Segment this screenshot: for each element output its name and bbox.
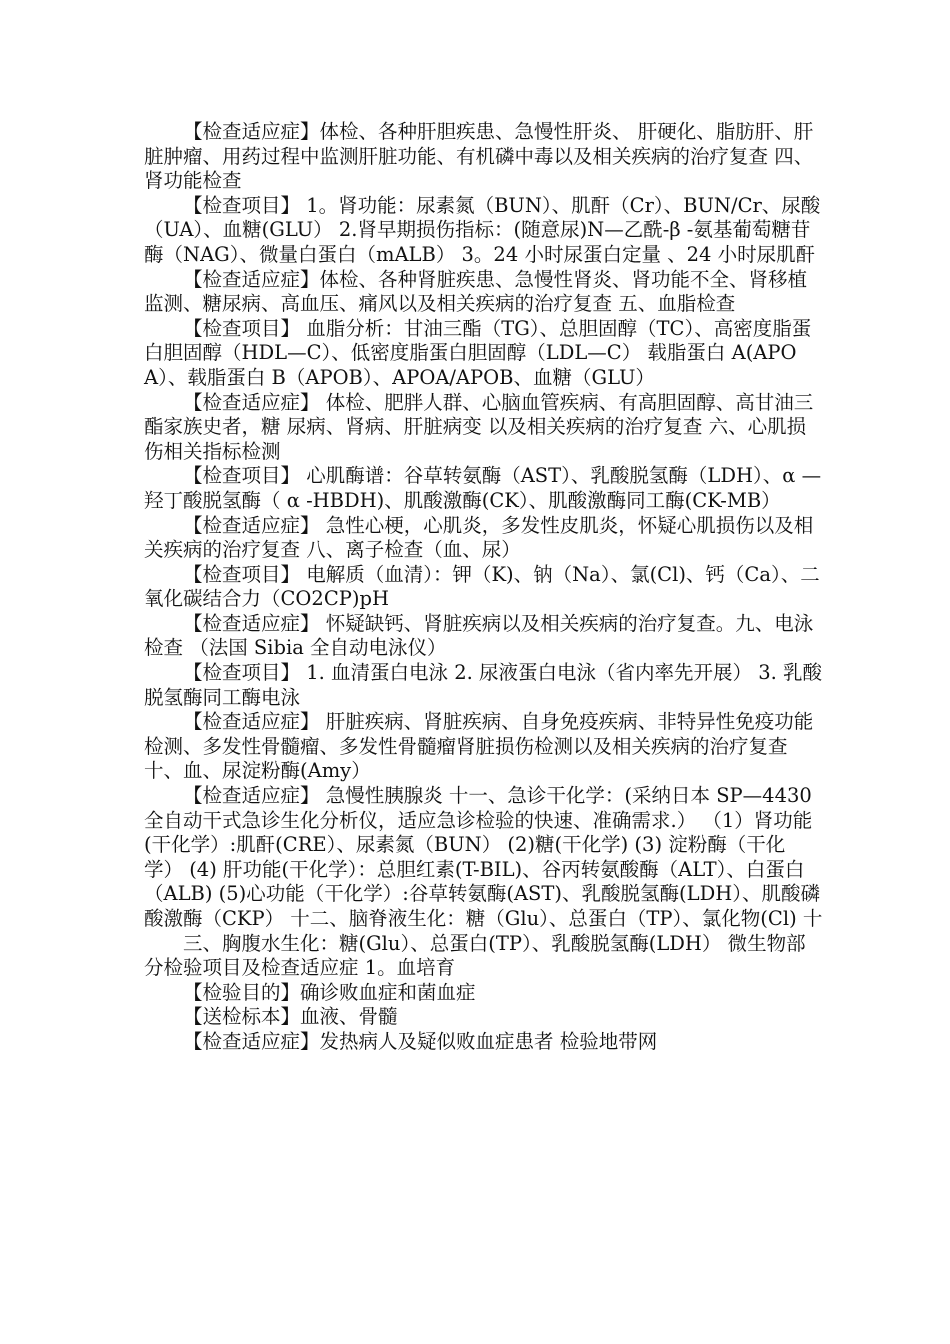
paragraph: 【检查适应症】 体检、肥胖人群、心脑血管疾病、有高胆固醇、高甘油三酯家族史者，糖 尿病、肾病、肝脏病变 以及相关疾病的治疗复查 六、心肌损伤相关指标检测 [144,390,814,463]
paragraph: 【检查适应症】 肝脏疾病、肾脏疾病、自身免疫疾病、非特异性免疫功能检测、多发性骨髓瘤、多发性骨髓瘤肾脏损伤检测以及相关疾病的治疗复查 十、血、尿淀粉酶(Amy） [144,710,814,783]
paragraph: 【检查适应症】体检、各种肝胆疾患、急慢性肝炎、 肝硬化、脂肪肝、肝脏肿瘤、用药过程中监测肝脏功能、有机磷中毒以及相关疾病的治疗复查 四、肾功能检查 [144,120,814,193]
paragraph: 【检查适应症】 急慢性胰腺炎 十一、急诊干化学：(采纳日本 SP—4430 全自动干式急诊生化分析仪，适应急诊检验的快速、准确需求.） （1）肾功能(干化学）:肌酐(CRE）、尿素氮（BUN） (2)糖(干化学) (3) 淀粉酶（干化学） (4) 肝功能(干化学）：总胆红素(T-BIL)、谷丙转氨酸酶（ALT）、白蛋白（ALB) (5)心功能（干化学）:谷草转氨酶(AST)、乳酸脱氢酶(LDH）、肌酸磷酸激酶（CKP） 十二、脑脊液生化：糖（Glu）、总蛋白（TP）、氯化物(Cl) 十 [144,784,823,930]
document-body [144,120,824,1055]
paragraph: 【送检标本】血液、骨髓 [183,1005,398,1029]
paragraph: 【检查适应症】 急性心梗，心肌炎，多发性皮肌炎，怀疑心肌损伤以及相关疾病的治疗复查 八、离子检查（血、尿） [144,513,814,562]
paragraph: 【检查适应症】 怀疑缺钙、肾脏疾病以及相关疾病的治疗复查。九、电泳检查 （法国 Sibia 全自动电泳仪） [144,611,814,660]
paragraph: 【检查适应症】体检、各种肾脏疾患、急慢性肾炎、肾功能不全、肾移植监测、糖尿病、高血压、痛风以及相关疾病的治疗复查 五、血脂检查 [144,267,808,316]
paragraph: 【检查项目】 1. 血清蛋白电泳 2. 尿液蛋白电泳（省内率先开展） 3. 乳酸脱氢酶同工酶电泳 [144,661,823,709]
paragraph: 【检查项目】 心肌酶谱：谷草转氨酶（AST）、乳酸脱氢酶（LDH）、α —羟丁酸脱氢酶（ α -HBDH)、肌酸激酶(CK）、肌酸激酶同工酶(CK-MB） [144,464,822,512]
paragraph: 【检查项目】 1。肾功能：尿素氮（BUN）、肌酐（Cr）、BUN/Cr、尿酸（UA）、血糖(GLU） 2.肾早期损伤指标：(随意尿)N—乙酰-β -氨基葡萄糖苷酶（NAG）、微量白蛋白（mALB） 3。24 小时尿蛋白定量 、24 小时尿肌酐 [144,193,821,266]
paragraph: 【检查项目】 血脂分析：甘油三酯（TG）、总胆固醇（TC）、高密度脂蛋白胆固醇（HDL—C）、低密度脂蛋白胆固醇（LDL—C） 载脂蛋白 A(APOA）、载脂蛋白 B（APOB）、APOA/APOB、血糖（GLU） [144,316,812,389]
paragraph: 【检查适应症】发热病人及疑似败血症患者 检验地带网 [183,1029,658,1053]
paragraph: 【检验目的】确诊败血症和菌血症 [183,980,476,1004]
paragraph: 【检查项目】 电解质（血清）：钾（K)、钠（Na）、氯(Cl)、钙（Ca）、二氧化碳结合力（CO2CP)pH [144,562,820,611]
paragraph: 三、胸腹水生化：糖(Glu）、总蛋白(TP）、乳酸脱氢酶(LDH） 微生物部分检验项目及检查适应症 1。血培育 [144,931,806,980]
